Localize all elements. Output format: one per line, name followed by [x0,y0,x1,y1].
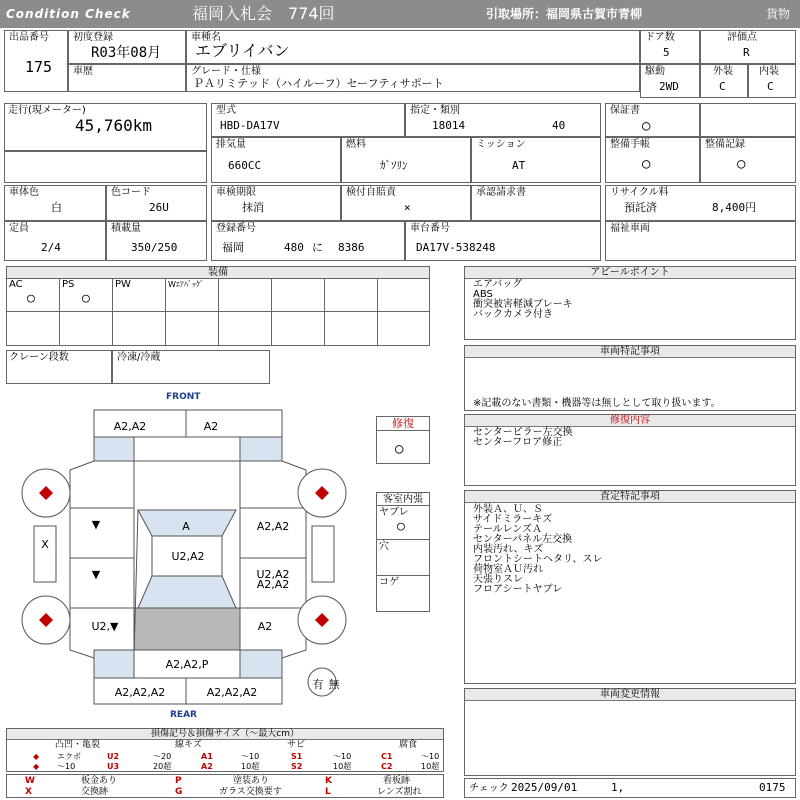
approval-label: 承認請求書 [476,187,526,198]
code-p: P [175,776,182,786]
recycle-cell [605,185,796,221]
body-color-label: 車体色 [9,187,39,198]
legend-diamond-icon-1: ◆ [33,752,40,761]
load-value: 350/250 [131,241,178,254]
grade-value: ＰＡリミテッド（ハイルーフ）セーフティサポート [193,77,444,90]
regno-area: 福岡 [222,241,244,254]
inspection-value: 抹消 [242,201,264,214]
vehicle-name: エブリイバン [195,41,290,60]
cabin-divider-1 [377,539,429,540]
equip-airbag-label: Wｴｱﾊﾞｯｸﾞ [168,280,204,289]
change-info-title: 車両変更情報 [465,689,795,701]
legend-diamond-icon-2: ◆ [33,762,40,771]
displacement-cell [211,137,341,183]
mark-hood: A [182,520,190,533]
repair-line-1: センターピラー左交換 [473,427,573,438]
legend-r1-c5: 〜10 [241,752,260,761]
mileage-cell [4,103,207,151]
inspection-cell [211,185,341,221]
regno-cell [211,221,405,261]
code-legend-panel [6,774,444,798]
legend-r1-c7: 〜10 [333,752,352,761]
legend-group-3: サビ [287,740,306,750]
equip-blank-cell-3 [324,278,378,312]
note-line-9: フロアシートヤブレ [473,584,563,595]
code-w-desc: 板金あり [81,776,118,786]
transmission-label: ミッション [476,139,526,150]
model-value: HBD-DA17V [220,119,280,132]
note-line-5: 内装汚れ、キズ [473,544,544,555]
repair-line-2: センターフロア修正 [473,437,563,448]
equip-ac-mark: ○ [27,291,35,306]
legend-group-4: 腐食 [399,740,418,750]
recycle-status: 預託済 [624,201,657,214]
regno-kana: に [312,241,323,254]
right-headlamp [240,437,282,461]
mark-rear-right: A2,A2,A2 [206,686,258,699]
cabin-panel [376,492,430,612]
capacity-cell [4,221,106,261]
grade-label: グレード・仕様 [191,66,261,77]
model-cell [211,103,405,137]
check-number: 1, [611,781,625,794]
special-panel [464,345,796,411]
load-cell [106,221,207,261]
welfare-cell [605,221,796,261]
drive-value: 2WD [659,80,679,93]
cabin-tear-label: ヤブレ [379,507,409,518]
approval-cell [471,185,601,221]
exterior-value: C [719,80,726,93]
equip-blank-cell-6 [59,311,113,346]
appeal-panel [464,266,796,340]
mark-front-right: A2 [203,420,219,433]
legend-r1-c8: C1 [381,752,393,761]
color-code-cell [106,185,207,221]
warranty-mark: ○ [642,118,651,134]
legend-r1-c1: エクボ [57,752,81,761]
inspection-notes-panel [464,490,796,684]
body-color-value: 白 [51,201,62,214]
code-l: L [325,787,331,797]
designation-value: 18014 [432,119,466,132]
body-color-cell [4,185,106,221]
cabin-burn-label: コゲ [379,577,399,588]
regno-number: 8386 [338,241,365,254]
legend-r2-c4: A2 [201,762,213,771]
spare-tire-yes: 有 [312,678,324,691]
score-label: 評価点 [727,32,757,43]
mark-front-left: A2,A2 [113,420,147,433]
tax-label: 検付自賠責 [346,187,396,198]
legend-r1-c4: A1 [201,752,213,761]
vehicle-name-label: 車種名 [191,32,221,43]
check-footer [464,778,796,798]
capacity-label: 定員 [9,223,29,234]
repair-box [376,416,430,464]
appeal-line-2: ABS [473,289,493,300]
warranty-cell [605,103,700,137]
mark-rear-left: A2,A2,A2 [114,686,166,699]
equip-blank-cell-10 [271,311,325,346]
note-line-3: テールレンズＡ [473,524,542,535]
code-g: G [175,787,183,797]
code-l-desc: レンズ割れ [377,787,422,797]
mark-roof: U2,A2 [171,550,205,563]
equip-blank-cell-8 [165,311,219,346]
repair-box-title: 修復 [377,417,429,431]
legend-title: 損傷記号＆損傷サイズ（〜最大cm） [7,729,443,740]
mark-right-slide-door: U2,A2 A2,A2 [256,568,290,591]
legend-r1-c6: S1 [291,752,303,761]
equip-blank-cell-1 [218,278,272,312]
interior-value: C [767,80,774,93]
exterior-cell [700,64,748,98]
mark-left-front-door: ▼ [91,518,101,531]
grade-cell [186,64,640,92]
note-line-2: サイドミラーキズ [473,514,553,525]
first-reg-cell [68,30,186,64]
car-diagram [0,388,376,724]
vehicle-class: 貨物 [766,7,791,21]
right-taillamp [240,650,282,678]
legend-r2-c8: C2 [381,762,393,771]
left-mirror-box [34,526,56,582]
rear-label: REAR [170,710,197,720]
equipment-title: 装備 [7,267,429,279]
check-label: チェック [469,783,509,794]
appeal-line-3: 衝突被害軽減ブレーキ [473,299,573,310]
mileage-label: 走行(現メーター) [8,105,86,116]
equip-airbag-cell [165,278,219,312]
displacement-value: 660CC [228,159,262,172]
code-w: W [25,776,35,786]
code-k-desc: 看板跡 [383,776,411,786]
code-x: X [25,787,32,797]
lot-number: 175 [25,58,53,76]
mark-left-mirror: X [41,538,49,551]
equip-blank-cell-12 [377,311,430,346]
tax-cell [341,185,471,221]
interior-cell [748,64,796,98]
fuel-value: ｶﾞｿﾘﾝ [380,159,408,172]
code-x-desc: 交換跡 [81,787,109,797]
cabin-title: 客室内張 [377,493,429,506]
equip-ps-cell [59,278,113,312]
interior-label: 内装 [759,66,779,77]
code-p-desc: 塗装あり [233,776,270,786]
crane-cell [6,350,112,384]
fridge-label: 冷凍/冷蔵 [117,352,161,363]
auction-title: 福岡入札会 774回 [192,4,335,23]
mark-left-slide-door: ▼ [91,568,101,581]
legend-r2-c2: U3 [107,762,120,771]
load-label: 積載量 [111,223,141,234]
equipment-grid [6,278,430,346]
equip-blank-cell-7 [112,311,166,346]
fuel-label: 燃料 [346,139,366,150]
welfare-label: 福祉車両 [610,223,650,234]
manual-mark: ○ [642,156,651,172]
mark-rear-panel: A2,A2,P [165,658,209,671]
legend-r1-c2: U2 [107,752,120,761]
equip-blank-cell-4 [377,278,430,312]
header-bar [0,0,800,28]
condition-check-title: Condition Check [6,7,131,21]
note-line-6: フロントシートヘタリ、スレ [473,554,603,565]
mileage-value: 45,760km [75,116,153,135]
vehicle-name-cell [186,30,640,64]
chassis-cell [405,221,601,261]
doors-cell [640,30,700,64]
manual-cell [605,137,700,183]
legend-r2-c6: S2 [291,762,303,771]
recycle-label: リサイクル料 [610,187,669,198]
change-info-panel [464,688,796,776]
inspection-notes-title: 査定特記事項 [465,491,795,503]
history-label: 車歴 [73,66,93,77]
equip-blank-cell-5 [6,311,60,346]
equip-ac-label: AC [9,279,23,290]
chassis-label: 車台番号 [410,223,450,234]
drive-label: 駆動 [645,66,665,77]
drive-cell [640,64,700,98]
exterior-label: 外装 [713,66,733,77]
record-cell [700,137,796,183]
equip-pw-cell [112,278,166,312]
equip-blank-cell-9 [218,311,272,346]
mark-left-rear: U2,▼ [91,620,119,633]
left-taillamp [94,650,134,678]
right-mirror-box [312,526,334,582]
fuel-cell [341,137,471,183]
color-code-value: 26U [149,201,169,214]
transmission-value: AT [512,159,526,172]
legend-group-2: 線キズ [175,740,202,750]
cabin-divider-2 [377,575,429,576]
spare-tire-none: 無 [328,678,340,691]
appeal-title: アピールポイント [465,267,795,279]
record-mark: ○ [737,156,746,172]
legend-r1-c3: 〜20 [153,752,172,761]
tax-mark: × [404,201,411,214]
score-cell [700,30,796,64]
mark-right-front-door: A2,A2 [256,520,290,533]
legend-r2-c1: 〜10 [57,762,76,771]
check-code: 0175 [759,781,786,794]
note-line-4: センターパネル左交換 [473,534,573,545]
equip-blank-cell-11 [324,311,378,346]
code-g-desc: ガラス交換要す [219,787,282,797]
record-label: 整備記録 [705,139,745,150]
designation-label: 指定・類別 [410,105,460,116]
transmission-cell [471,137,601,183]
cargo-area [134,608,240,650]
crane-label: クレーン段数 [9,352,69,363]
color-code-label: 色コード [111,187,151,198]
legend-group-1: 凸凹・亀裂 [55,740,101,750]
note-line-7: 荷物室ＡＵ汚れ [473,564,543,575]
rear-glass [138,576,236,608]
pickup-location: 引取場所：福岡県古賀市青柳 [486,7,643,21]
appeal-line-4: バックカメラ付き [473,309,553,320]
capacity-value: 2/4 [41,241,61,254]
warranty-label: 保証書 [610,105,640,116]
history-cell [68,64,186,92]
first-reg-label: 初度登録 [73,32,113,43]
designation-cell [405,103,601,137]
appeal-line-1: エアバッグ [473,279,523,290]
special-title: 車両特記事項 [465,346,795,358]
front-label: FRONT [166,392,201,402]
legend-r2-c3: 20超 [153,762,172,771]
mileage-sub-cell [4,151,207,183]
lot-cell [4,30,68,92]
repair-box-mark: ○ [395,441,404,457]
legend-r2-c9: 10超 [421,762,440,771]
equip-ps-mark: ○ [82,291,90,306]
equip-pw-label: PW [115,279,131,290]
code-k: K [325,776,332,786]
chassis-value: DA17V-538248 [416,241,496,254]
score-value: R [743,46,750,59]
repair-title: 修復内容 [465,415,795,427]
doors-value: 5 [663,46,670,59]
note-line-1: 外装Ａ、Ｕ、Ｓ [473,504,543,515]
recycle-fee: 8,400円 [712,201,757,214]
regno-class: 480 [284,241,304,254]
note-line-8: 天張りスレ [473,574,523,585]
first-reg-value: R03年08月 [91,45,162,61]
fridge-cell [112,350,270,384]
legend-panel [6,728,444,772]
model-label: 型式 [216,105,236,116]
left-headlamp [94,437,134,461]
category-value: 40 [552,119,566,132]
manual-label: 整備手帳 [610,139,650,150]
doors-label: ドア数 [645,32,675,43]
regno-label: 登録番号 [216,223,256,234]
lot-label: 出品番号 [9,32,49,43]
equip-ac-cell [6,278,60,312]
cabin-hole-label: 穴 [379,541,389,552]
inspection-label: 車検期限 [216,187,256,198]
equip-blank-cell-2 [271,278,325,312]
legend-r2-c5: 10超 [241,762,260,771]
special-note: ※記載のない書類・機器等は無しとして取り扱います。 [473,398,721,409]
warranty-blank-cell [700,103,796,137]
displacement-label: 排気量 [216,139,246,150]
cabin-tear-mark: ○ [397,519,405,534]
check-date: 2025/09/01 [511,781,578,794]
equip-ps-label: PS [62,279,75,290]
legend-r2-c7: 10超 [333,762,352,771]
mark-right-rear: A2 [257,620,273,633]
repair-panel [464,414,796,486]
legend-r1-c9: 〜10 [421,752,440,761]
